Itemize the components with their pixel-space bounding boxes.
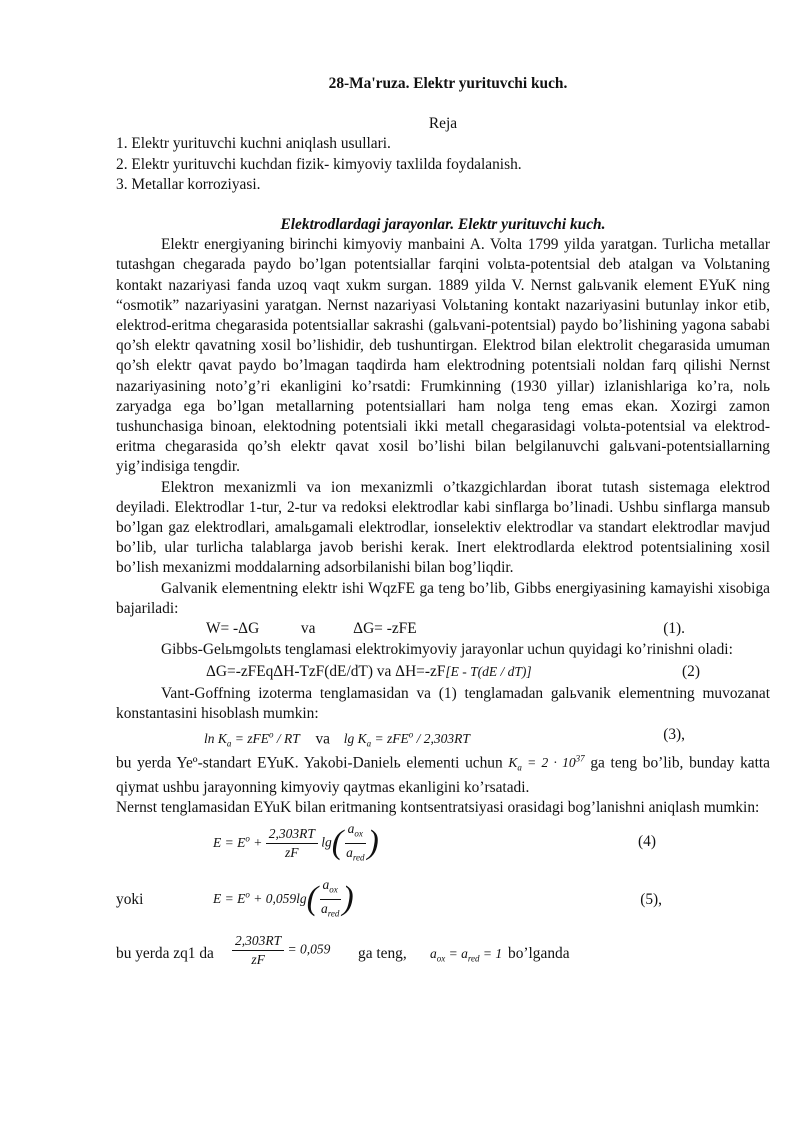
eq6-value: = 0,059: [284, 942, 331, 958]
lecture-title: 28-Ma'ruza. Elektr yurituvchi kuch.: [328, 75, 568, 92]
eq4-number: (4): [638, 833, 656, 851]
paragraph-gibbs-helmholtz: Gibbs-Gelьmgolьts tenglamasi elektrokimyoviy jarayonlar uchun quyidagi ko’rinishni oladi:: [161, 641, 733, 659]
equation-2: [116, 660, 770, 684]
eq3-ln-lhs: $\ln K_a = zFE^o$ / RT: [204, 729, 300, 749]
equation-1: [116, 619, 770, 640]
eq4-fraction: $\frac{2,303RT}{zF}$: [266, 825, 318, 862]
plan-item-1: 1. Elektr yurituvchi kuchni aniqlash usullari.: [116, 135, 391, 153]
yoki-word: yoki: [116, 891, 144, 909]
ka-expression: $K_a = 2 \cdot 10^{37}$: [508, 753, 585, 773]
eq2-number: (2): [682, 663, 700, 681]
plan-item-2: 2. Elektr yurituvchi kuchdan fizik- kimyoviy taxlilda foydalanish.: [116, 155, 522, 173]
closing-line: [116, 932, 770, 978]
plan-item-3: 3. Metallar korroziyasi.: [116, 175, 261, 193]
eq3-lg-lhs: $\lg K_a = zFE^o / 2,303RT$: [343, 729, 470, 749]
paragraph-standard-emf: bu yerda Yeº-standart EYuK. Yakobi-Danielь elementi uchun $K_a = 2 \cdot 10^{37}$ ga teng bo’lib, bunday katta qiymat ushbu jarayonning kimyoviy qaytmas ekanligini ko’rsatadi.: [116, 753, 770, 797]
eq2-bracket: [E - T(dE / dT)]: [445, 664, 532, 680]
eq1-part-a: W= -ΔG: [206, 620, 260, 638]
eq2-part-a: ΔG=-zFEqΔH-TzF(dE/dT) va ΔH=-zF: [206, 663, 446, 681]
closing-text-a: bu yerda zq1 da: [116, 945, 214, 963]
paragraph-nernst-intro: Nernst tenglamasidan EYuK bilan eritmaning kontsentratsiyasi orasidagi bog’lanishni aniqlash mumkin:: [116, 799, 760, 817]
equation-4: $E = E^o$ + $\frac{2,303RT}{zF}$ lg( $\frac{a_{ox}}{a_{red}}$ ) (4): [116, 818, 770, 870]
closing-text-b: ga teng,: [358, 945, 407, 963]
eq3-number: (3),: [663, 725, 685, 743]
eq6-fraction: $\frac{2,303RT}{zF}$: [232, 932, 284, 969]
eq1-part-b: ΔG= -zFE: [353, 620, 417, 638]
paragraph-galvanic-work: Galvanik elementning elektr ishi WqzFE ga teng bo’lib, Gibbs energiyasining kamayishi xisobiga bajariladi:: [116, 579, 770, 617]
eq1-number: (1).: [663, 620, 685, 638]
eq1-va: va: [300, 620, 316, 638]
plan-heading: Reja: [428, 115, 458, 133]
paragraph-volta-nernst: Elektr energiyaning birinchi kimyoviy manbaini A. Volta 1799 yilda yaratgan. Turlicha metallar tutashgan chegarada paydo bo’lgan potentsiallar farqini volьta-potentsial deb atalgan va Volьtaning kontakt nazariyasi fanda uzoq vaqt xukm surgan. 1889 yilda V. Nernst galьvanik element EYuK ning “osmotik” nazariyasini yaratgan. Nernst nazariyasi Volьtaning kontakt nazariyasini butunlay inkor etib, elektrod-eritma chegarasida potentsiallar sakrashi (galьvani-potentsial) paydo bo’lishining yagona sababi qo’sh elektr qavatning xosil bo’lishidir, deb tushuntirgan. Elektrod bilan elektrolit chegarasida umuman qo’sh elektr qavat paydo bo’lmagan taqdirda ham elektrodning potentsiali noldan farq qilishi Nernst nazariyasining noto’g’ri ekanligini ko’rsatdi: Frumkinning (1930 yillar) izlanishlariga ko’ra, nolь zaryadga ega bo’lgan metallarning potentsiallari ham nolga teng emas ekan. Xozirgi zamon tushunchasiga binoan, elektodning potentsiali ikki metall chegarasidagi volьta-potentsial va elektrod-eritma chegarasida qo’sh elektr qavat xosil bo’lishi bilan belgilanuvchi galьvani-potentsiallarning yig’indisiga tengdir.: [116, 236, 770, 476]
eq5-number: (5),: [640, 891, 662, 909]
eq4-activity-ratio: $\frac{a_{ox}}{a_{red}}$: [346, 821, 365, 863]
section-heading: Elektrodlardagi jarayonlar. Elektr yurituvchi kuch.: [280, 216, 606, 234]
eq7-expression: $a_{ox} = a_{red} = 1$: [430, 946, 503, 965]
eq4-lg: lg: [321, 834, 332, 850]
equation-5: yoki $E = E^o + 0,059\lg$( $\frac{a_{ox}}{a_{red}}$ ) (5),: [116, 874, 770, 926]
document-page: [116, 74, 770, 978]
eq3-va: va: [315, 730, 331, 748]
eq4-lhs: $E = E^o$ +: [213, 833, 266, 850]
equation-3: [116, 725, 770, 749]
eq5-activity-ratio: $\frac{a_{ox}}{a_{red}}$: [320, 877, 340, 919]
paragraph-vant-hoff: Vant-Goffning izoterma tenglamasidan va (1) tenglamadan galьvanik elementning muvozanat konstantasini hisoblash mumkin:: [116, 685, 770, 723]
eq5-lhs: $E = E^o + 0,059\lg$: [213, 889, 307, 906]
paragraph-electrodes: Elektron mexanizmli va ion mexanizmli o’tkazgichlardan iborat tutash sistemaga elektrod deyiladi. Elektrodlar 1-tur, 2-tur va redoksi elektrodlar kabi sinflarga bo’linadi. Ushbu sinflarga mansub bo’lgan gaz elektrodlari, amalьgamali elektrodlar, ionselektiv elektrodlar va standart elektrodlar mavjud bo’lib, ular turlicha talablarga javob berishi kerak. Inert elektrodlarda elektrod potentsialining xosil bo’lish mexanizmi moddalarning adsorbilanishi bilan bog’liqdir.: [116, 478, 770, 577]
closing-text-c: bo’lganda: [508, 945, 570, 963]
